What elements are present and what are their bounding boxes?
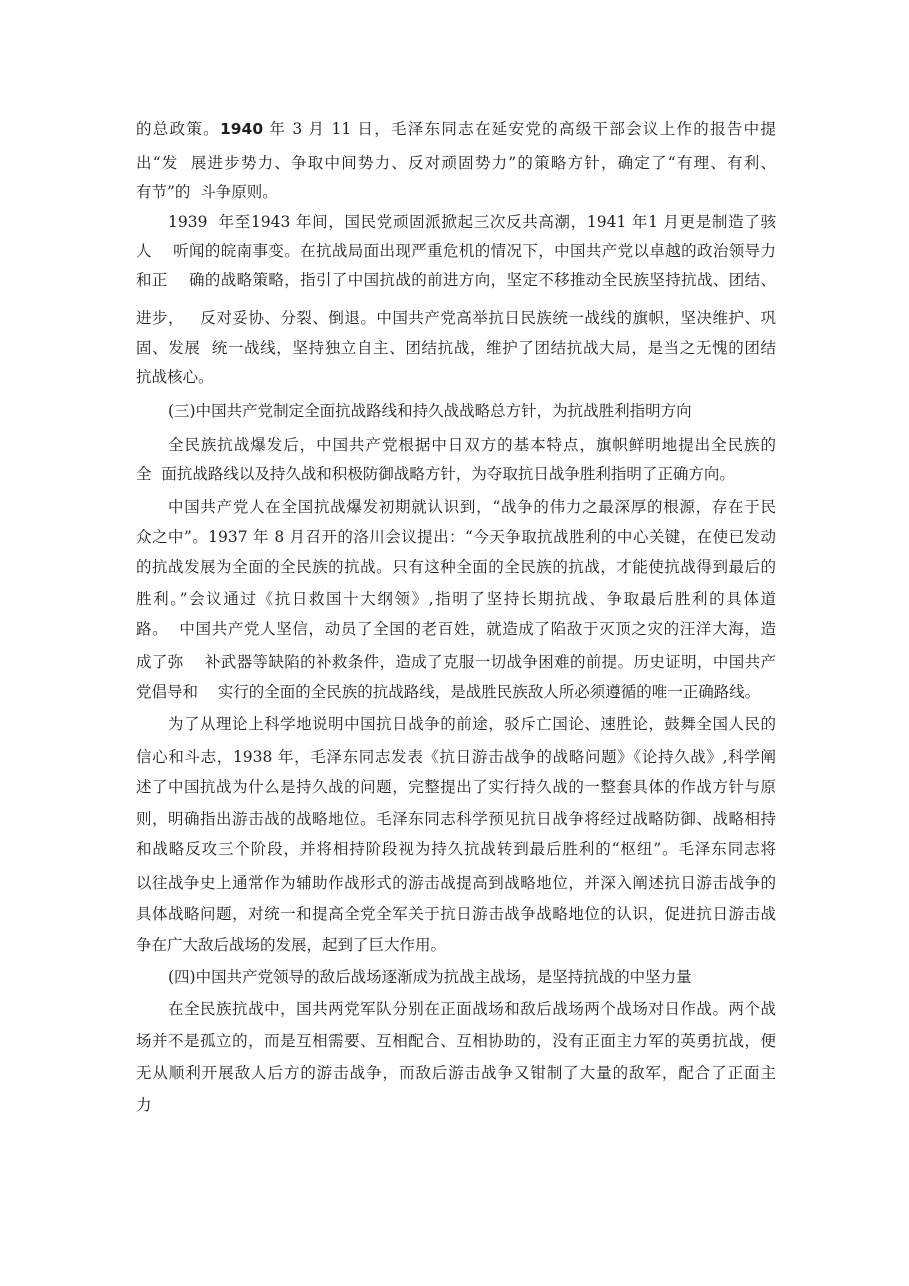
text-line-1 bbox=[136, 117, 776, 141]
text-line-26: 具体战略问题，对统一和提高全党全军关于抗日游击战争战略地位的认识，促进抗日游击战 bbox=[136, 905, 776, 923]
text-line-32: 力 bbox=[136, 1096, 152, 1114]
text-line-6: 和正 确的战略策略，指引了中国抗战的前进方向，坚定不移推动全民族坚持抗战、团结、 bbox=[136, 271, 776, 289]
text-line-2: 出“发 展进步势力、争取中间势力、反对顽固势力”的策略方针，确定了“有理、有利、 bbox=[136, 154, 776, 172]
text-line-12: 全 面抗战路线以及持久战和积极防御战略方针，为夺取抗日战争胜利指明了正确方向。 bbox=[136, 465, 735, 483]
text-line-31: 无从顺利开展敌人后方的游击战争，而敌后游击战争又钳制了大量的敌军，配合了正面主 bbox=[136, 1064, 776, 1082]
text-fragment: 的总政策。 bbox=[136, 120, 220, 138]
text-line-21: 信心和斗志，1938 年，毛泽东同志发表《抗日游击战争的战略问题》《论持久战》,科学阐 bbox=[136, 748, 776, 766]
text-line-30: 场并不是孤立的，而是互相需要、互相配合、互相协助的，没有正面主力军的英勇抗战，便 bbox=[136, 1032, 776, 1050]
bold-year: 1940 bbox=[219, 120, 264, 138]
text-line-9: 抗战核心。 bbox=[136, 368, 214, 386]
text-line-16: 胜利。”会议通过《抗日救国十大纲领》,指明了坚持长期抗战、争取最后胜利的具体道 bbox=[136, 590, 776, 608]
text-line-18: 成了弥 补武器等缺陷的补救条件，造成了克服一切战争困难的前提。历史证明，中国共产 bbox=[136, 653, 776, 671]
text-line-7: 进步， 反对妥协、分裂、倒退。中国共产党高举抗日民族统一战线的旗帜，坚决维护、巩 bbox=[136, 309, 776, 327]
text-fragment: 年 3 月 11 日，毛泽东同志在延安党的高级干部会议上作的报告中提 bbox=[263, 120, 776, 138]
text-line-8: 固、发展 统一战线，坚持独立自主、团结抗战，维护了团结抗战大局，是当之无愧的团结 bbox=[136, 339, 776, 357]
paragraph-first-line: 全民族抗战爆发后，中国共产党根据中日双方的基本特点，旗帜鲜明地提出全民族的 bbox=[168, 436, 776, 454]
text-line-23: 则，明确指出游击战的战略地位。毛泽东同志科学预见抗日战争将经过战略防御、战略相持 bbox=[136, 810, 776, 828]
paragraph-first-line: 为了从理论上科学地说明中国抗日战争的前途，驳斥亡国论、速胜论，鼓舞全国人民的 bbox=[168, 715, 776, 733]
text-line-15: 的抗战发展为全面的全民族的抗战。只有这种全面的全民族的抗战，才能使抗战得到最后的 bbox=[136, 558, 776, 576]
paragraph-first-line: 在全民族抗战中，国共两党军队分别在正面战场和敌后战场两个战场对日作战。两个战 bbox=[168, 1000, 776, 1018]
section-heading-4: (四)中国共产党领导的敌后战场逐渐成为抗战主战场，是坚持抗战的中坚力量 bbox=[168, 968, 692, 986]
section-heading-3: (三)中国共产党制定全面抗战路线和持久战战略总方针，为抗战胜利指明方向 bbox=[168, 402, 692, 420]
text-line-27: 争在广大敌后战场的发展，起到了巨大作用。 bbox=[136, 936, 447, 954]
paragraph-first-line: 1939 年至1943 年间，国民党顽固派掀起三次反共高潮，1941 年1 月更是制造了骇 bbox=[168, 213, 776, 231]
text-line-3: 有节”的 斗争原则。 bbox=[136, 183, 278, 201]
text-line-19: 党倡导和 实行的全面的全民族的抗战路线，是战胜民族敌人所必须遵循的唯一正确路线。 bbox=[136, 683, 761, 701]
text-line-17: 路。 中国共产党人坚信，动员了全国的老百姓，就造成了陷敌于灭顶之灾的汪洋大海，造 bbox=[136, 620, 776, 638]
text-line-14: 众之中”。1937 年 8 月召开的洛川会议提出：“今天争取抗战胜利的中心关键，在使已发动 bbox=[136, 528, 776, 546]
text-line-25: 以往战争史上通常作为辅助作战形式的游击战提高到战略地位，并深入阐述抗日游击战争的 bbox=[136, 874, 776, 892]
text-line-24: 和战略反攻三个阶段，并将相持阶段视为持久抗战转到最后胜利的“枢纽”。毛泽东同志将 bbox=[136, 840, 776, 858]
paragraph-first-line: 中国共产党人在全国抗战爆发初期就认识到，“战争的伟力之最深厚的根源，存在于民 bbox=[168, 498, 776, 516]
text-line-22: 述了中国抗战为什么是持久战的问题，完整提出了实行持久战的一整套具体的作战方针与原 bbox=[136, 778, 776, 796]
text-line-5: 人 听闻的皖南事变。在抗战局面出现严重危机的情况下，中国共产党以卓越的政治领导力 bbox=[136, 242, 776, 260]
